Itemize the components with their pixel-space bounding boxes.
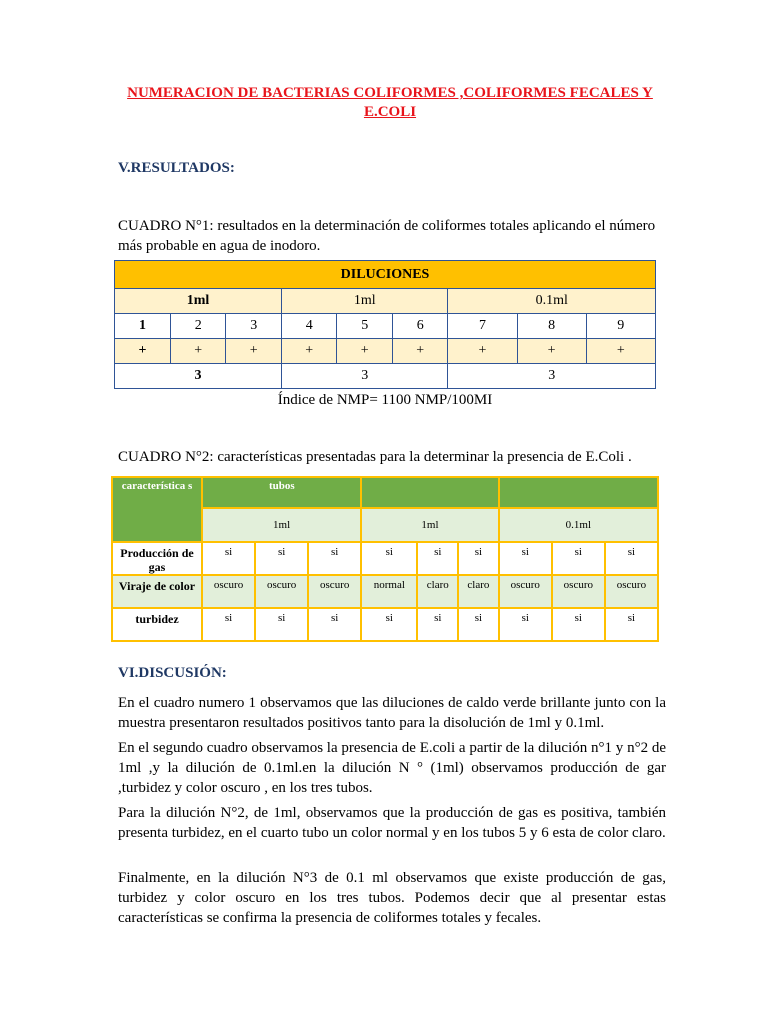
- gas-cell: si: [605, 542, 658, 575]
- header-blank: [499, 477, 658, 508]
- gas-cell: si: [361, 542, 417, 575]
- cuadro1-caption: CUADRO N°1: resultados en la determinación de coliformes totales aplicando el número más probable en agua de inodoro.: [118, 218, 656, 254]
- color-cell: oscuro: [552, 575, 605, 608]
- tube-result: +: [170, 339, 226, 364]
- tube-number: 9: [586, 314, 655, 339]
- tube-result: +: [392, 339, 448, 364]
- turbidez-cell: si: [255, 608, 308, 641]
- turbidez-cell: si: [417, 608, 458, 641]
- total-cell: 3: [448, 364, 656, 389]
- tube-result: +: [115, 339, 171, 364]
- tube-result: +: [226, 339, 282, 364]
- gas-cell: si: [417, 542, 458, 575]
- gas-cell: si: [552, 542, 605, 575]
- cuadro2-table: [111, 476, 659, 642]
- total-cell: 3: [281, 364, 448, 389]
- dilution-cell: 1ml: [281, 289, 448, 314]
- discussion-paragraph: Finalmente, en la dilución N°3 de 0.1 ml observamos que existe producción de gas, turbidez y color oscuro en los tres tubos. Podemos decir que al presentar estas características se confirma la presencia de coliformes totales y fecales.: [118, 870, 666, 926]
- cuadro2-caption: CUADRO N°2: características presentadas para la determinar la presencia de E.Coli .: [118, 449, 632, 465]
- dilutions-header: DILUCIONES: [115, 261, 656, 289]
- turbidez-cell: si: [499, 608, 552, 641]
- row-label-turbidez: turbidez: [112, 608, 202, 641]
- tube-result: +: [281, 339, 337, 364]
- gas-cell: si: [255, 542, 308, 575]
- tubos-header: tubos: [202, 477, 361, 508]
- discussion-paragraph: En el segundo cuadro observamos la presencia de E.coli a partir de la dilución n°1 y n°2 de 1ml ,y la dilución de 0.1ml.en la dilución N ° (1ml) observamos producción de gar ,turbidez y color oscuro , en los tres tubos.: [118, 740, 666, 796]
- dilution-cell: 1ml: [361, 508, 498, 542]
- turbidez-cell: si: [202, 608, 255, 641]
- color-cell: oscuro: [308, 575, 361, 608]
- tube-result: +: [337, 339, 393, 364]
- color-cell: oscuro: [499, 575, 552, 608]
- dilution-cell: 1ml: [115, 289, 282, 314]
- document-title: NUMERACION DE BACTERIAS COLIFORMES ,COLIFORMES FECALES Y E.COLI: [127, 85, 653, 120]
- gas-cell: si: [499, 542, 552, 575]
- row-label-gas: Producción de gas: [112, 542, 202, 575]
- tube-result: +: [517, 339, 586, 364]
- turbidez-cell: si: [458, 608, 499, 641]
- color-cell: claro: [417, 575, 458, 608]
- color-cell: oscuro: [605, 575, 658, 608]
- turbidez-cell: si: [605, 608, 658, 641]
- tube-number: 4: [281, 314, 337, 339]
- tube-number: 7: [448, 314, 517, 339]
- tube-number: 5: [337, 314, 393, 339]
- color-cell: normal: [361, 575, 417, 608]
- nmp-index: Índice de NMP= 1100 NMP/100MI: [277, 392, 493, 408]
- color-cell: claro: [458, 575, 499, 608]
- gas-cell: si: [308, 542, 361, 575]
- dilution-cell: 1ml: [202, 508, 361, 542]
- tube-number: 1: [115, 314, 171, 339]
- color-cell: oscuro: [255, 575, 308, 608]
- tube-result: +: [448, 339, 517, 364]
- tube-number: 6: [392, 314, 448, 339]
- turbidez-cell: si: [361, 608, 417, 641]
- characteristics-header: característica s: [112, 477, 202, 542]
- discussion-heading: VI.DISCUSIÓN:: [118, 665, 227, 681]
- cuadro1-table: [114, 260, 656, 389]
- discussion-paragraph: Para la dilución N°2, de 1ml, observamos que la producción de gas es positiva, también presenta turbidez, en el cuarto tubo un color normal y en los tubos 5 y 6 esta de color claro.: [118, 805, 666, 841]
- tube-number: 3: [226, 314, 282, 339]
- gas-cell: si: [202, 542, 255, 575]
- dilution-cell: 0.1ml: [448, 289, 656, 314]
- tube-number: 2: [170, 314, 226, 339]
- dilution-cell: 0.1ml: [499, 508, 658, 542]
- tube-result: +: [586, 339, 655, 364]
- header-blank: [361, 477, 498, 508]
- turbidez-cell: si: [552, 608, 605, 641]
- discussion-paragraph: En el cuadro numero 1 observamos que las diluciones de caldo verde brillante junto con la muestra presentaron resultados positivos tanto para la disolución de 1ml y 0.1ml.: [118, 695, 666, 731]
- gas-cell: si: [458, 542, 499, 575]
- color-cell: oscuro: [202, 575, 255, 608]
- tube-number: 8: [517, 314, 586, 339]
- row-label-color: Viraje de color: [112, 575, 202, 608]
- turbidez-cell: si: [308, 608, 361, 641]
- results-heading: V.RESULTADOS:: [118, 160, 235, 176]
- total-cell: 3: [115, 364, 282, 389]
